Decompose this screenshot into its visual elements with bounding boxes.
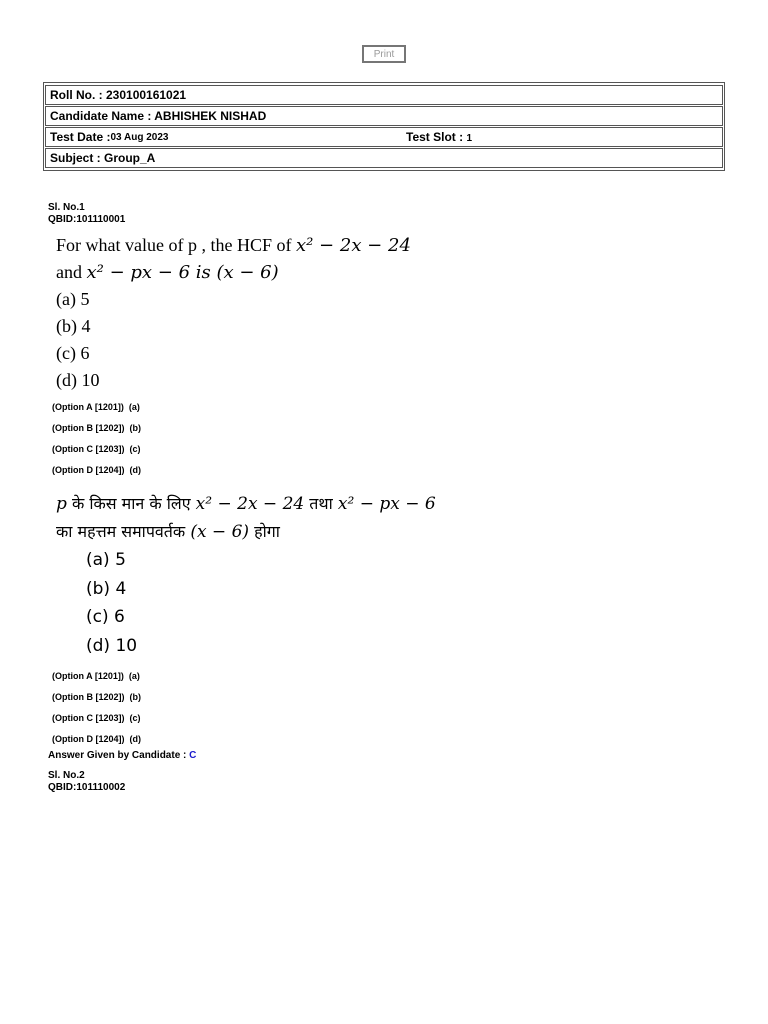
choice-c: (c) 6: [86, 607, 125, 627]
option-label: (Option D [1204]): [52, 465, 125, 475]
test-date-value: 03 Aug 2023: [110, 131, 169, 143]
option-d: [52, 464, 141, 485]
roll-number: Roll No. : 230100161021: [50, 88, 187, 102]
sl-no: Sl. No.1: [48, 202, 85, 213]
choice-d: (d) 10: [56, 370, 100, 390]
math-expression: x² − px − 6 is (x − 6): [86, 262, 279, 283]
option-value: (b): [129, 692, 142, 702]
option-label: (Option C [1203]): [52, 444, 125, 454]
candidate-name: Candidate Name : ABHISHEK NISHAD: [50, 109, 267, 123]
option-value: (a): [128, 671, 140, 681]
qbid: QBID:101110002: [48, 782, 126, 793]
candidate-info-table: [43, 82, 725, 171]
test-date-label: Test Date :: [50, 130, 111, 144]
question-line-2: [56, 259, 411, 286]
choice-a: (a) 5: [86, 550, 126, 570]
option-label: (Option B [1202]): [52, 423, 125, 433]
answer-label: Answer Given by Candidate :: [48, 750, 190, 761]
roll-number-row: [45, 85, 723, 105]
option-list-hindi: [52, 670, 141, 754]
option-value: (c): [129, 713, 141, 723]
question-1-hindi: [56, 490, 436, 660]
question-2-meta: [48, 770, 125, 794]
math-expression: (x − 6): [190, 522, 250, 542]
option-value: (a): [128, 402, 140, 412]
subject-row: [45, 148, 723, 168]
question-text: का महत्तम समापवर्तक: [56, 522, 191, 541]
question-1-meta: [48, 202, 125, 226]
option-label: (Option A [1201]): [52, 671, 124, 681]
hindi-choices: [56, 546, 436, 660]
option-value: (c): [129, 444, 141, 454]
answer-value: C: [189, 750, 197, 761]
choice-a: (a) 5: [56, 289, 90, 309]
question-line-1: [56, 232, 411, 259]
option-value: (b): [129, 423, 142, 433]
math-expression: p: [56, 494, 67, 514]
option-list-english: [52, 401, 141, 485]
hindi-line-2: [56, 518, 436, 546]
option-label: (Option D [1204]): [52, 734, 125, 744]
option-value: (d): [129, 734, 142, 744]
question-1-english: [56, 232, 411, 394]
option-value: (d): [129, 465, 142, 475]
hindi-line-1: [56, 490, 436, 518]
test-slot-value: 1: [466, 133, 473, 144]
option-a: [52, 401, 141, 422]
test-slot: [406, 130, 472, 144]
math-expression: x² − px − 6: [337, 494, 436, 514]
test-slot-label: Test Slot :: [406, 130, 467, 144]
option-b: [52, 422, 141, 443]
answer-given: [48, 750, 196, 761]
option-label: (Option C [1203]): [52, 713, 125, 723]
option-a: [52, 670, 141, 691]
choice-b: (b) 4: [86, 578, 127, 599]
question-text: तथा: [304, 494, 338, 513]
option-label: (Option B [1202]): [52, 692, 125, 702]
question-text: होगा: [249, 522, 280, 541]
test-date-row: [45, 127, 723, 147]
qbid: QBID:101110001: [48, 214, 126, 225]
candidate-name-row: [45, 106, 723, 126]
option-b: [52, 691, 141, 712]
choice-d: (d) 10: [86, 635, 138, 656]
question-text: and: [56, 262, 87, 282]
math-expression: x² − 2x − 24: [195, 494, 305, 514]
option-c: [52, 443, 141, 464]
choice-b: (b) 4: [56, 316, 91, 336]
option-c: [52, 712, 141, 733]
option-label: (Option A [1201]): [52, 402, 124, 412]
math-expression: x² − 2x − 24: [295, 235, 411, 256]
sl-no: Sl. No.2: [48, 770, 85, 781]
print-button[interactable]: Print: [362, 45, 406, 63]
question-text: के किस मान के लिए: [66, 494, 196, 513]
choice-c: (c) 6: [56, 343, 90, 363]
question-text: For what value of p , the HCF of: [56, 235, 296, 255]
subject: Subject : Group_A: [50, 151, 156, 165]
